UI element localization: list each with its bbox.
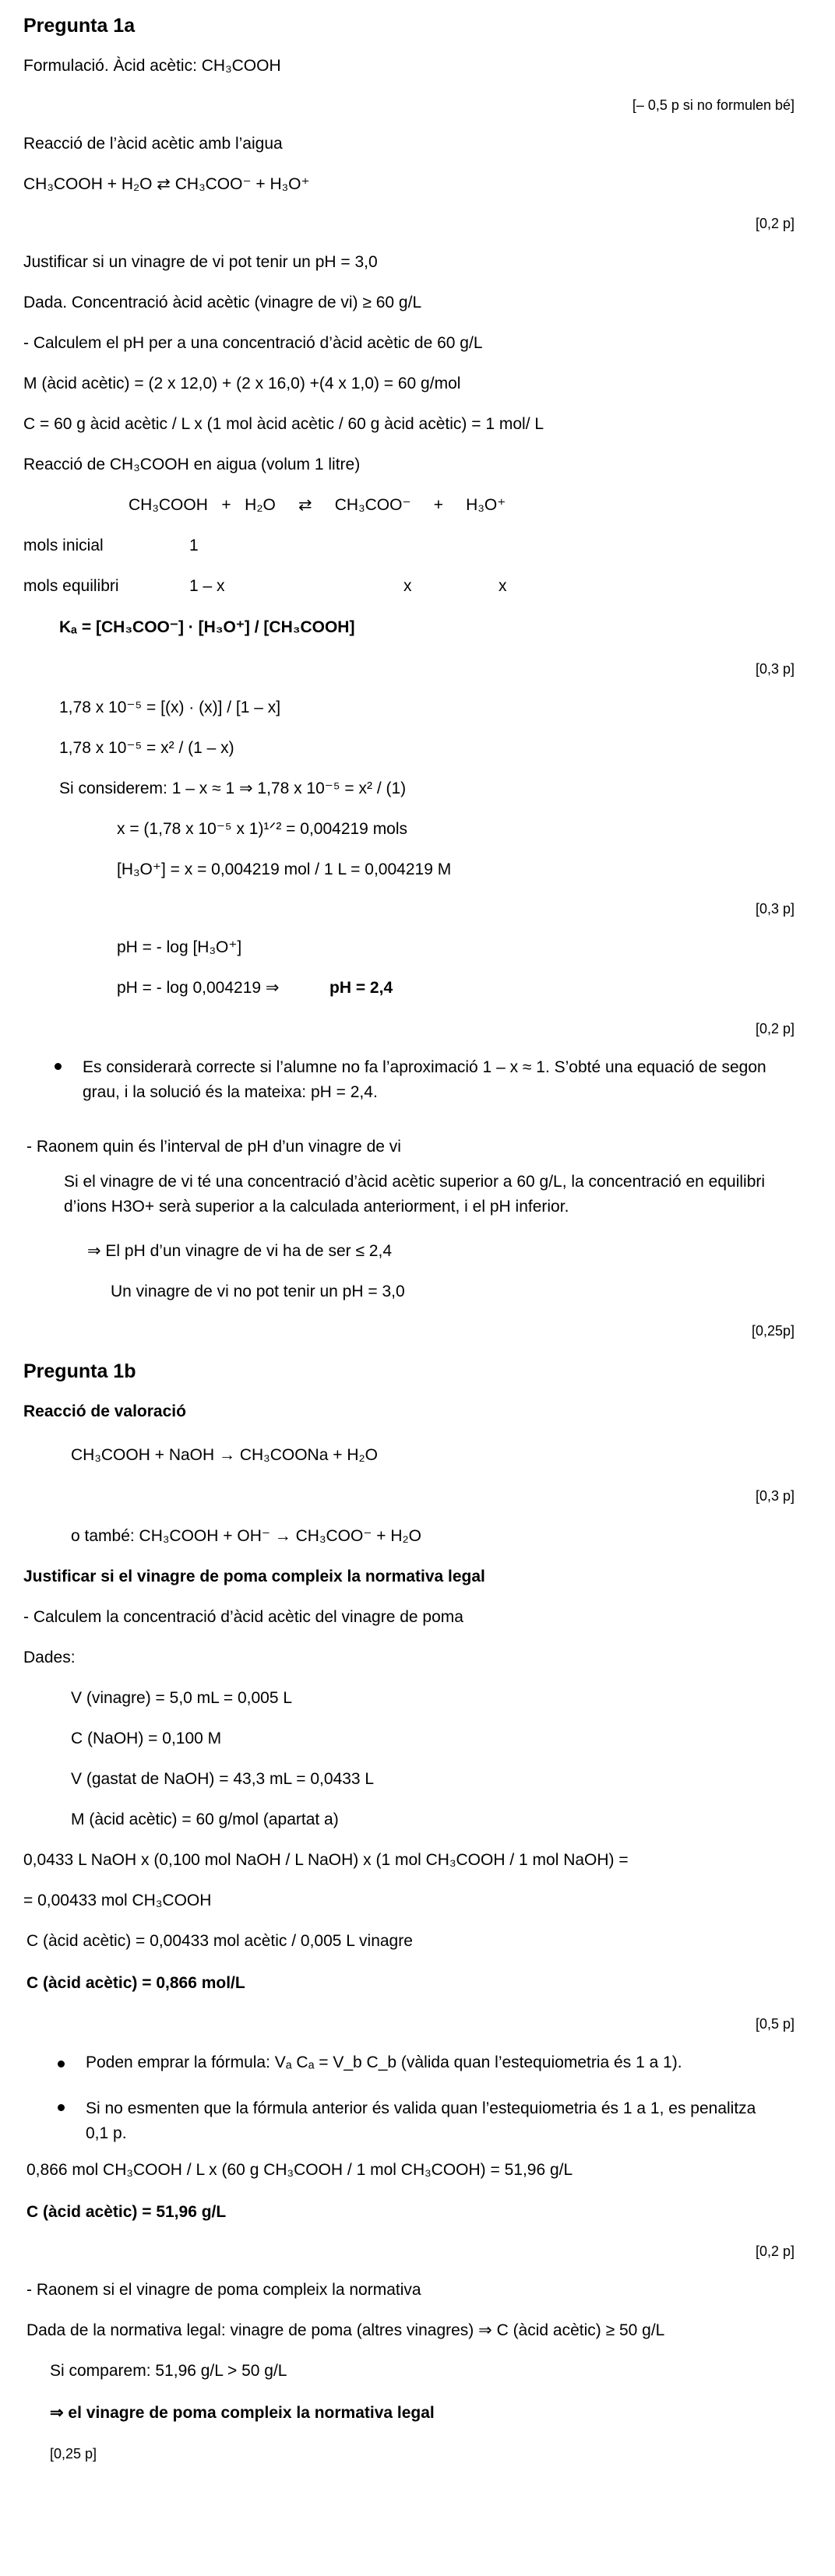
points-0-2: [0,2 p] (755, 216, 794, 231)
mols-equilibri-value-1: 1 – x (189, 577, 225, 595)
raonem-interval: - Raonem quin és l’interval de pH d’un vinagre de vi (26, 1138, 401, 1156)
mols-inicial-value: 1 (189, 537, 199, 554)
calc-5: 0,866 mol CH₃COOH / L x (60 g CH₃COOH / 1 mol CH₃COOH) = 51,96 g/L (26, 2161, 573, 2179)
calc-2: = 0,00433 mol CH₃COOH (23, 1892, 212, 1909)
raonem-text: Si el vinagre de vi té una concentració d’àcid acètic superior a 60 g/L, la concentració en equilibri d’ions H3O+ serà superior a la calculada anteriorment, i el pH inferior. (64, 1173, 766, 1216)
valoracio-equation: CH₃COOH + NaOH → CH₃COONa + H₂O (71, 1446, 378, 1464)
equation-5: [H₃O⁺] = x = 0,004219 mol / 1 L = 0,004219 M (117, 860, 452, 878)
equation-2: 1,78 x 10⁻⁵ = x² / (1 – x) (59, 739, 234, 757)
conclusio-2: Un vinagre de vi no pot tenir un pH = 3,0 (111, 1283, 405, 1300)
dada-2: C (NaOH) = 0,100 M (71, 1730, 222, 1747)
raonem-normativa: - Raonem si el vinagre de poma compleix la normativa (26, 2281, 421, 2299)
ph-definition: pH = - log [H₃O⁺] (117, 938, 242, 956)
mols-equilibri-value-2: x (403, 577, 412, 595)
calc-1: 0,0433 L NaOH x (0,100 mol NaOH / L NaOH) x (1 mol CH₃COOH / 1 mol NaOH) = (23, 1851, 629, 1869)
comparem-line: Si comparem: 51,96 g/L > 50 g/L (50, 2362, 287, 2380)
bullet-penalty: Si no esmenten que la fórmula anterior és valida quan l’estequiometria és 1 a 1, es penalitza 0,1 p. (86, 2099, 756, 2142)
ph-calculation: pH = - log 0,004219 ⇒ (117, 979, 280, 997)
heading-1b: Pregunta 1b (23, 1360, 136, 1382)
points-0-3-b: [0,3 p] (755, 901, 794, 917)
concentracio-line: C = 60 g àcid acètic / L x (1 mol àcid acètic / 60 g àcid acètic) = 1 mol/ L (23, 415, 544, 433)
mols-equilibri-label: mols equilibri (23, 577, 119, 595)
equation-3: Si considerem: 1 – x ≈ 1 ⇒ 1,78 x 10⁻⁵ = x² / (1) (59, 779, 407, 797)
tambe-equation: o també: CH₃COOH + OH⁻ → CH₃COO⁻ + H₂O (71, 1527, 422, 1545)
points-0-3-1b: [0,3 p] (755, 1488, 794, 1504)
points-0-5: [0,5 p] (755, 2016, 794, 2032)
bullet-formula: Poden emprar la fórmula: Vₐ Cₐ = V_b C_b (vàlida quan l’estequiometria és 1 a 1). (86, 2053, 682, 2071)
equation-1: 1,78 x 10⁻⁵ = [(x) · (x)] / [1 – x] (59, 699, 281, 716)
heading-1a: Pregunta 1a (23, 15, 136, 37)
ka-expression: Kₐ = [CH₃COO⁻] · [H₃O⁺] / [CH₃COOH] (59, 618, 355, 636)
justificar-1b: Justificar si el vinagre de poma compleix la normativa legal (23, 1568, 485, 1585)
dada-normativa: Dada de la normativa legal: vinagre de poma (altres vinagres) ⇒ C (àcid acètic) ≥ 50 g/L (26, 2321, 665, 2339)
points-0-3-a: [0,3 p] (755, 661, 794, 677)
massa-molar-line: M (àcid acètic) = (2 x 12,0) + (2 x 16,0) +(4 x 1,0) = 60 g/mol (23, 375, 461, 392)
conclusio-1: ⇒ El pH d’un vinagre de vi ha de ser ≤ 2,4 (87, 1242, 393, 1260)
ph-result: pH = 2,4 (329, 979, 393, 997)
conclusio-1b: ⇒ el vinagre de poma compleix la normativa legal (50, 2404, 435, 2422)
bullet-dot-2 (58, 2104, 65, 2111)
dada-1: V (vinagre) = 5,0 mL = 0,005 L (71, 1689, 293, 1707)
dades-label: Dades: (23, 1649, 76, 1666)
points-0-25-1b: [0,25 p] (50, 2446, 97, 2462)
valoracio-title: Reacció de valoració (23, 1402, 186, 1420)
points-0-25-a: [0,25p] (751, 1323, 794, 1339)
equilibrium-table-header: CH₃COOH + H₂O ⇄ CH₃COO⁻ + H₃O⁺ (129, 496, 506, 514)
equation-4: x = (1,78 x 10⁻⁵ x 1)¹ᐟ² = 0,004219 mols (117, 820, 408, 838)
justificar-line: Justificar si un vinagre de vi pot tenir un pH = 3,0 (23, 253, 378, 271)
calculem-1b: - Calculem la concentració d’àcid acètic del vinagre de poma (23, 1608, 463, 1626)
penalty-formula: [– 0,5 p si no formulen bé] (632, 97, 794, 113)
formulacio-line: Formulació. Àcid acètic: CH₃COOH (23, 57, 281, 75)
mols-inicial-label: mols inicial (23, 537, 104, 554)
bullet-note: Es considerarà correcte si l’alumne no fa l’aproximació 1 – x ≈ 1. S’obté una equació de segon grau, i la solució és la mateixa: pH = 2,4. (83, 1058, 766, 1101)
dada-3: V (gastat de NaOH) = 43,3 mL = 0,0433 L (71, 1770, 375, 1788)
reaccio-aigua-title: Reacció de CH₃COOH en aigua (volum 1 litre) (23, 456, 361, 473)
bullet-dot (55, 1063, 62, 1070)
dada-line: Dada. Concentració àcid acètic (vinagre de vi) ≥ 60 g/L (23, 294, 422, 311)
calc-6-result: C (àcid acètic) = 51,96 g/L (26, 2203, 227, 2221)
points-0-2-b: [0,2 p] (755, 1021, 794, 1036)
mols-equilibri-value-3: x (499, 577, 507, 595)
calc-3: C (àcid acètic) = 0,00433 mol acètic / 0,005 L vinagre (26, 1932, 413, 1950)
points-0-2-1b: [0,2 p] (755, 2243, 794, 2259)
reaccio-equation: CH₃COOH + H₂O ⇄ CH₃COO⁻ + H₃O⁺ (23, 175, 310, 193)
calculem-line: - Calculem el pH per a una concentració d’àcid acètic de 60 g/L (23, 334, 483, 352)
calc-4-result: C (àcid acètic) = 0,866 mol/L (26, 1974, 245, 1992)
reaccio-title: Reacció de l’àcid acètic amb l’aigua (23, 135, 283, 153)
bullet-dot-1 (58, 2060, 65, 2067)
dada-4: M (àcid acètic) = 60 g/mol (apartat a) (71, 1811, 339, 1828)
